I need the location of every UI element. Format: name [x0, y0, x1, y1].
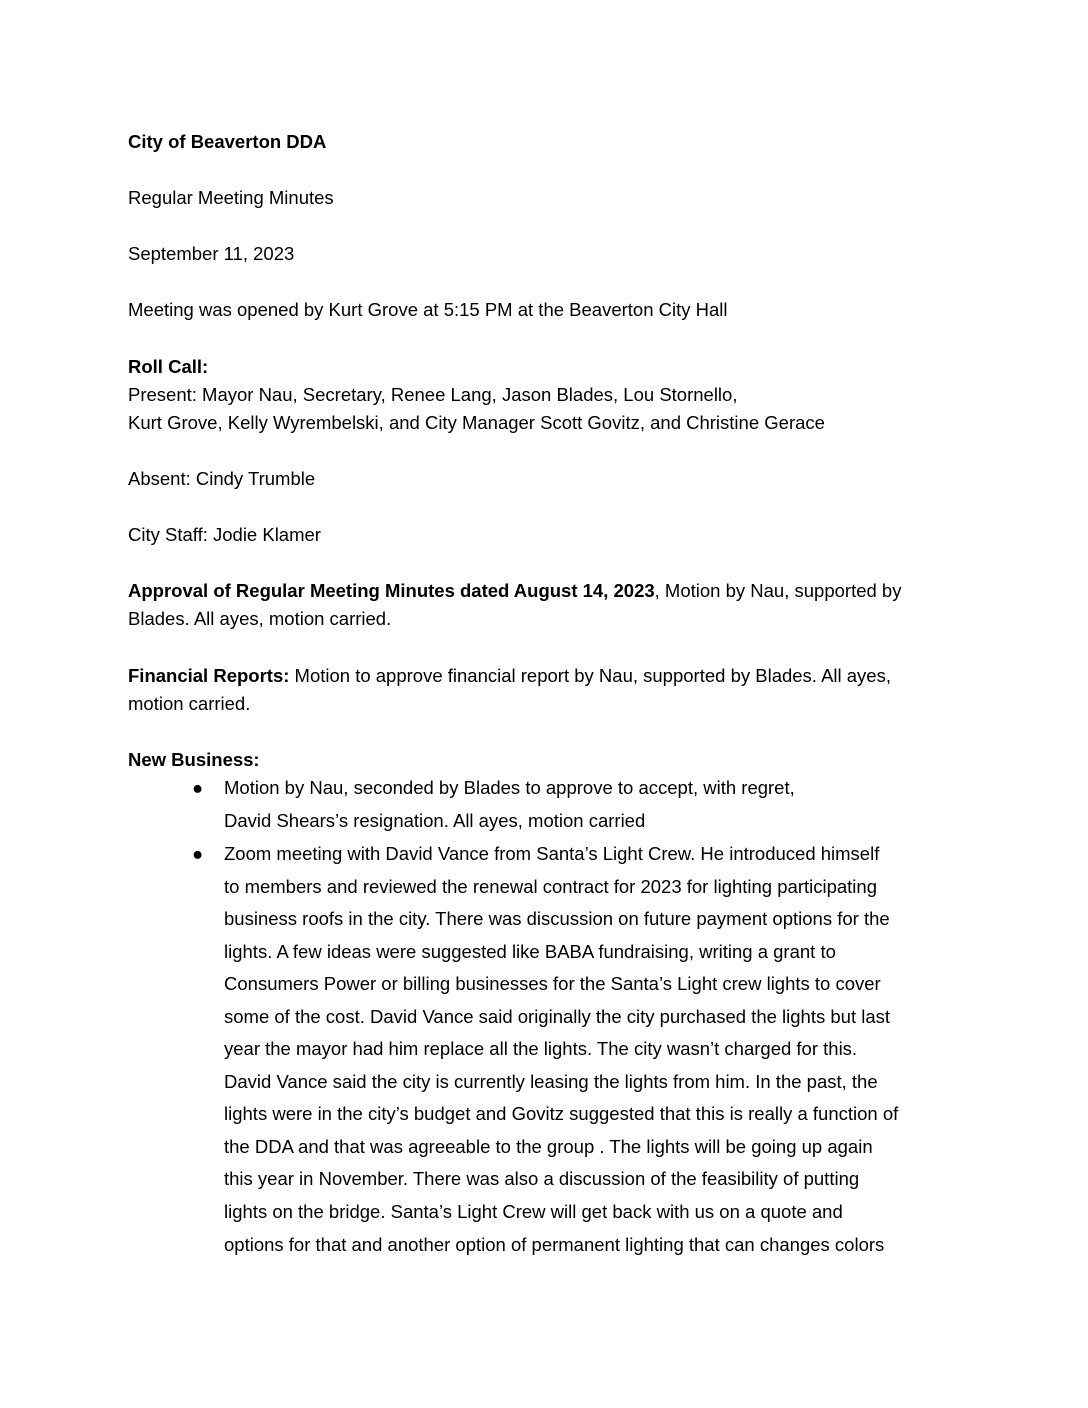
absent-line: Absent: Cindy Trumble — [128, 468, 316, 489]
bullet-icon: ● — [192, 843, 204, 864]
bullet-icon: ● — [192, 777, 204, 798]
list-item-line: business roofs in the city. There was discussion on future payment options for the — [224, 908, 890, 929]
list-item-line: lights. A few ideas were suggested like BABA fundraising, writing a grant to — [224, 941, 836, 962]
list-item-line: Consumers Power or billing businesses for the Santa’s Light crew lights to cover — [224, 973, 881, 994]
new-business-heading: New Business: — [128, 749, 260, 770]
approval-line-2: Blades. All ayes, motion carried. — [128, 608, 392, 629]
financial-line-1 — [128, 663, 891, 689]
meeting-date: September 11, 2023 — [128, 243, 295, 264]
financial-bold-lead: Financial Reports: — [128, 665, 290, 686]
roll-call-heading: Roll Call: — [128, 356, 209, 377]
financial-line-2: motion carried. — [128, 693, 251, 714]
list-item-line: some of the cost. David Vance said originally the city purchased the lights but last — [224, 1006, 891, 1027]
list-item-line: Motion by Nau, seconded by Blades to approve to accept, with regret, — [224, 777, 795, 798]
approval-rest: , Motion by Nau, supported by — [654, 580, 902, 601]
city-staff-line: City Staff: Jodie Klamer — [128, 524, 321, 545]
list-item-line: David Vance said the city is currently leasing the lights from him. In the past, the — [224, 1071, 878, 1092]
list-item-line: David Shears’s resignation. All ayes, motion carried — [224, 810, 646, 831]
list-item-line: the DDA and that was agreeable to the group . The lights will be going up again — [224, 1136, 873, 1157]
present-line-2: Kurt Grove, Kelly Wyrembelski, and City Manager Scott Govitz, and Christine Gerace — [128, 412, 825, 433]
opening-statement: Meeting was opened by Kurt Grove at 5:15 PM at the Beaverton City Hall — [128, 299, 728, 320]
list-item-line: this year in November. There was also a discussion of the feasibility of putting — [224, 1168, 860, 1189]
present-line-1: Present: Mayor Nau, Secretary, Renee Lang, Jason Blades, Lou Stornello, — [128, 384, 738, 405]
org-title: City of Beaverton DDA — [128, 131, 327, 152]
list-item-line: year the mayor had him replace all the lights. The city wasn’t charged for this. — [224, 1038, 858, 1059]
list-item-line: lights on the bridge. Santa’s Light Crew will get back with us on a quote and — [224, 1201, 843, 1222]
list-item-line: to members and reviewed the renewal contract for 2023 for lighting participating — [224, 876, 877, 897]
approval-bold-lead: Approval of Regular Meeting Minutes dated August 14, 2023 — [128, 580, 655, 601]
list-item-line: options for that and another option of permanent lighting that can changes colors — [224, 1234, 885, 1255]
list-item-line: Zoom meeting with David Vance from Santa’s Light Crew. He introduced himself — [224, 843, 880, 864]
financial-rest: Motion to approve financial report by Nau, supported by Blades. All ayes, — [289, 665, 891, 686]
list-item-line: lights were in the city’s budget and Govitz suggested that this is really a function of — [224, 1103, 899, 1124]
approval-line-1 — [128, 578, 901, 604]
document-type: Regular Meeting Minutes — [128, 187, 334, 208]
